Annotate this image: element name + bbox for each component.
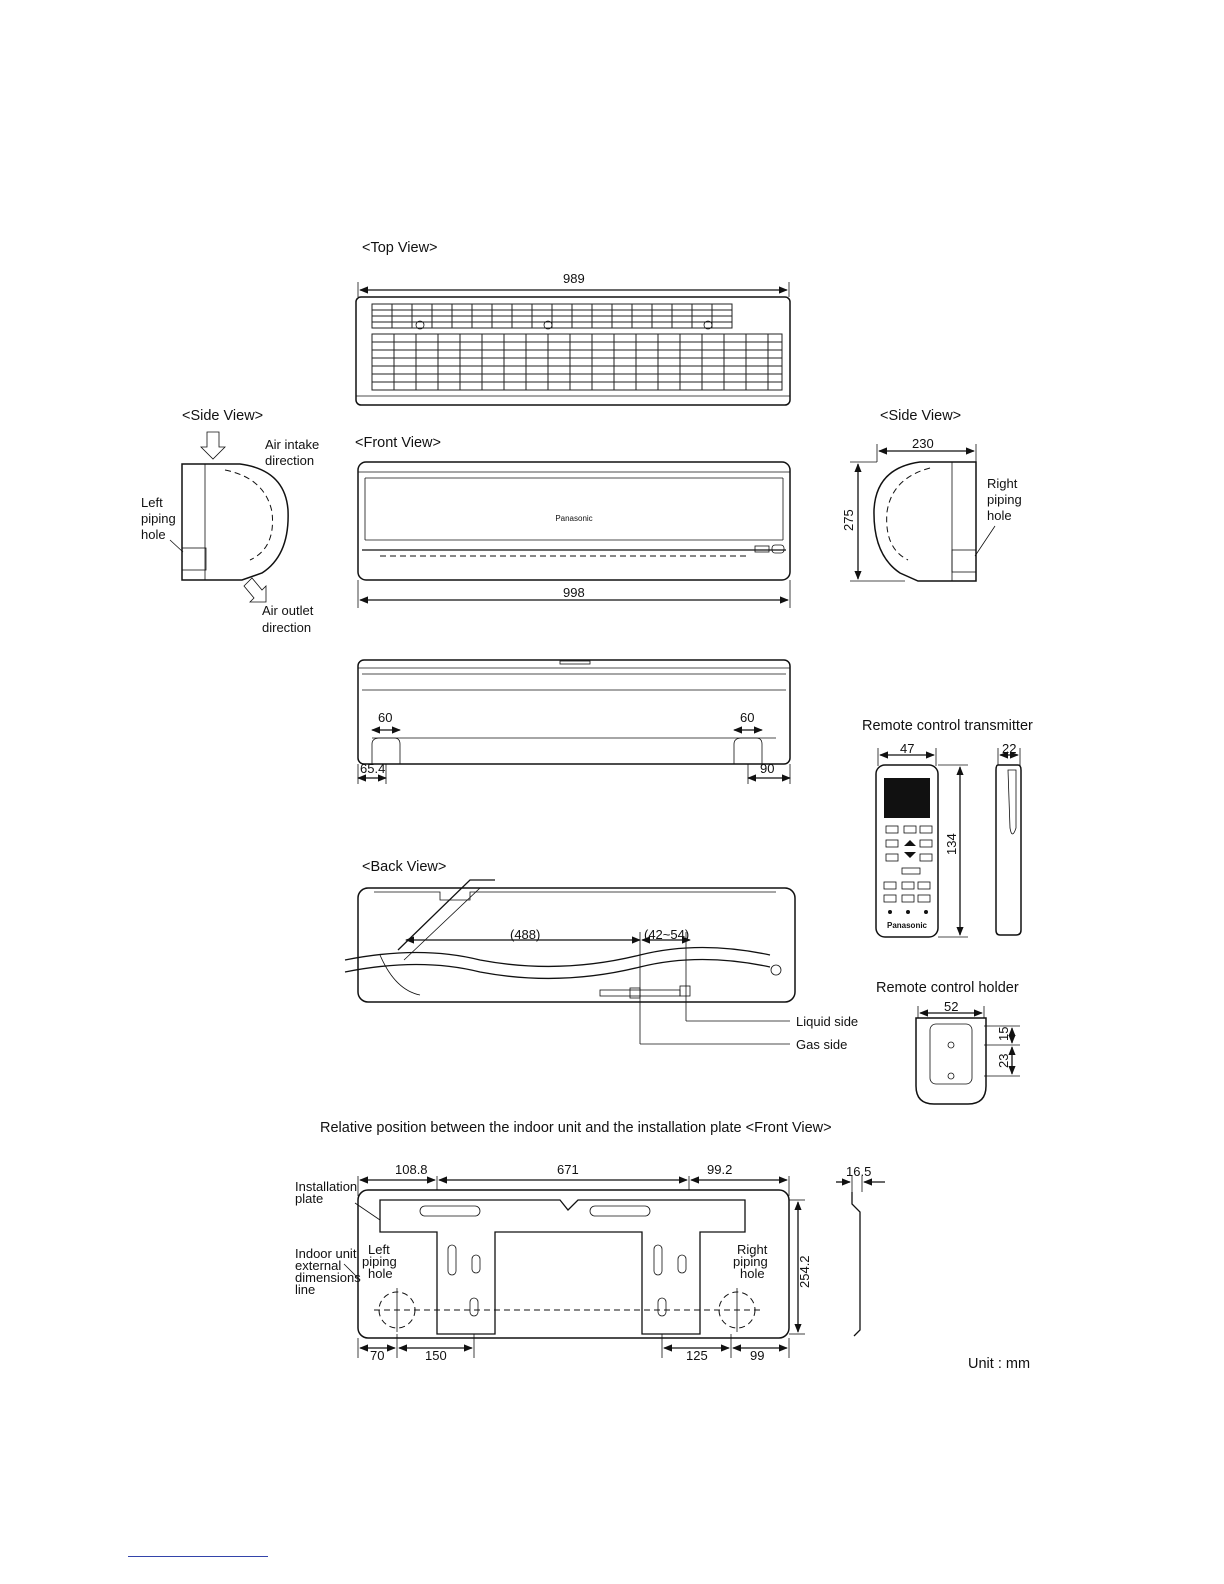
plate-left-piping-line3: hole	[368, 1266, 393, 1281]
installation-plate-line1: Installation	[295, 1179, 358, 1194]
footer-rule	[128, 1556, 268, 1557]
right-side-unit-outline	[874, 462, 976, 581]
front-view-title: <Front View>	[355, 435, 441, 451]
front-width-value: 998	[563, 585, 585, 600]
unit-label: Unit : mm	[968, 1356, 1031, 1372]
top-view-title: <Top View>	[362, 240, 438, 256]
bottom-view-outline	[358, 660, 790, 764]
installation-plate-view	[295, 1120, 1030, 1372]
installation-plate-line2: plate	[295, 1191, 324, 1206]
plate-99-2-value: 99.2	[707, 1162, 733, 1177]
bottom-view	[358, 660, 790, 784]
right-side-view-title: <Side View>	[880, 408, 962, 424]
bottom-right-offset-value: 90	[760, 761, 775, 776]
plate-254-2-value: 254.2	[797, 1255, 812, 1288]
right-piping-line2: piping	[987, 492, 1022, 507]
remote-transmitter-title: Remote control transmitter	[862, 718, 1033, 734]
indoor-unit-line3: dimensions	[295, 1270, 361, 1285]
air-outlet-arrow-icon	[244, 578, 266, 602]
back-42-54-value: (42~54)	[644, 927, 690, 942]
air-outlet-line2: direction	[262, 620, 312, 635]
bottom-right-60-value: 60	[740, 710, 755, 725]
top-width-value: 989	[563, 271, 585, 286]
plate-left-piping-line2: piping	[362, 1254, 397, 1269]
left-side-unit-outline	[182, 464, 288, 580]
plate-125-value: 125	[686, 1348, 708, 1363]
air-intake-line1: Air intake	[265, 437, 320, 452]
remote-logo: Panasonic	[886, 921, 928, 930]
remote-holder	[876, 980, 1020, 1104]
right-side-height-value: 275	[841, 509, 856, 531]
plate-left-piping-line1: Left	[368, 1242, 390, 1257]
plate-right-piping-line2: piping	[733, 1254, 768, 1269]
plate-70-value: 70	[370, 1348, 385, 1363]
plate-150-value: 150	[425, 1348, 447, 1363]
indoor-unit-dimension-line	[358, 1190, 789, 1338]
holder-23-value: 23	[996, 1053, 1011, 1068]
plate-671-value: 671	[557, 1162, 579, 1177]
front-logo: Panasonic	[555, 514, 593, 523]
holder-outline	[916, 1018, 986, 1104]
left-side-view	[141, 408, 319, 635]
air-outlet-line1: Air outlet	[262, 603, 314, 618]
right-piping-line3: hole	[987, 508, 1012, 523]
left-piping-line2: piping	[141, 511, 176, 526]
right-side-depth-value: 230	[912, 436, 934, 451]
plate-right-piping-line3: hole	[740, 1266, 765, 1281]
indoor-unit-line2: external	[295, 1258, 342, 1273]
plate-right-piping-line1: Right	[737, 1242, 768, 1257]
bottom-left-60-value: 60	[378, 710, 393, 725]
front-view	[355, 435, 790, 608]
holder-15-value: 15	[996, 1026, 1011, 1041]
remote-width-value: 47	[900, 741, 915, 756]
plate-108-8-value: 108.8	[395, 1162, 428, 1177]
plate-16-5-value: 16.5	[846, 1164, 872, 1179]
back-view-outline	[358, 888, 795, 1002]
gas-side-label: Gas side	[796, 1037, 848, 1052]
remote-depth-value: 22	[1002, 741, 1017, 756]
holder-width-value: 52	[944, 999, 959, 1014]
right-side-view	[841, 408, 1022, 581]
plate-side-profile	[852, 1192, 860, 1336]
remote-height-value: 134	[944, 833, 959, 855]
remote-holder-title: Remote control holder	[876, 980, 1019, 996]
air-intake-line2: direction	[265, 453, 315, 468]
left-side-view-title: <Side View>	[182, 408, 264, 424]
plate-99-value: 99	[750, 1348, 765, 1363]
back-488-value: (488)	[510, 927, 541, 942]
left-piping-line1: Left	[141, 495, 163, 510]
relative-position-title: Relative position between the indoor unit and the installation plate <Front View>	[320, 1120, 832, 1136]
left-piping-line3: hole	[141, 527, 166, 542]
indoor-unit-line4: line	[295, 1282, 316, 1297]
bottom-left-offset-value: 65.4	[360, 761, 386, 776]
right-piping-line1: Right	[987, 476, 1018, 491]
back-view-title: <Back View>	[362, 859, 447, 875]
air-intake-arrow-icon	[201, 432, 225, 459]
remote-display	[884, 778, 930, 818]
liquid-side-label: Liquid side	[796, 1014, 859, 1029]
top-view-outline	[356, 297, 790, 405]
remote-transmitter	[862, 718, 1033, 937]
indoor-unit-line1: Indoor unit	[295, 1246, 357, 1261]
back-view	[345, 859, 858, 1052]
top-view	[356, 240, 790, 405]
